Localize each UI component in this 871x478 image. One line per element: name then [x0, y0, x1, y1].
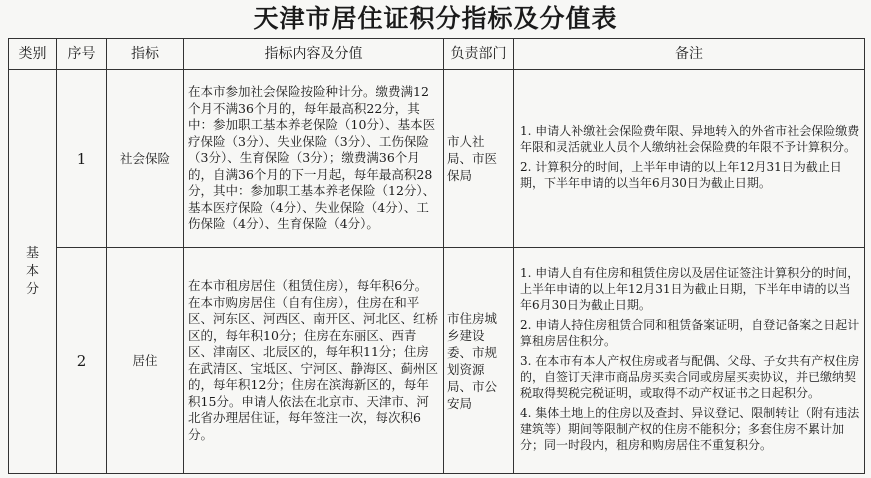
category-cell — [9, 70, 57, 474]
row-department: 市住房城乡建设委、市规划资源局、市公安局 — [444, 248, 514, 474]
row-content: 在本市参加社会保险按险种计分。缴费满12个月不满36个月的，每年最高积22分，其中：参加职工基本养老保险（10分）、基本医疗保险（3分）、失业保险（3分）、工伤保险（3分）、生育保险（3分）；缴费满36个月的，自满36个月的下一月起，每年最高积28分，其中：参加职工基本养老保险（12分）、基本医疗保险（4分）、失业保险（4分）、工伤保险（4分）、生育保险（4分）。 — [184, 70, 444, 248]
row-content: 在本市租房居住（租赁住房），每年积6分。在本市购房居住（自有住房），住房在和平区、河东区、河西区、南开区、河北区、红桥区的，每年积10分；住房在东丽区、西青区、津南区、北辰区的，每年积11分；住房在武清区、宝坻区、宁河区、静海区、蓟州区的，每年积12分；住房在滨海新区的，每年积15分。申请人依法在北京市、天津市、河北省办理居住证，每年签注一次，每次积6分。 — [184, 248, 444, 474]
note-item: 1. 申请人自有住房和租赁住房以及居住证签注计算积分的时间，上半年申请的以上年12月31日为截止日期，下半年申请的以当年6月30日为截止日期。 — [520, 265, 860, 312]
note-item: 2. 计算积分的时间，上半年申请的以上年12月31日为截止日期，下半年申请的以当年6月30日为截止日期。 — [520, 159, 842, 190]
header-notes: 备注 — [514, 39, 865, 70]
table-header-row — [9, 39, 865, 70]
document-title: 天津市居住证积分指标及分值表 — [253, 4, 618, 33]
row-indicator: 居住 — [107, 248, 184, 474]
table-row — [9, 248, 865, 474]
note-item: 3. 在本市有本人产权住房或者与配偶、父母、子女共有产权住房的，自签订天津市商品房买卖合同或房屋买卖协议，并已缴纳契税取得契税完税证明，或取得不动产权证书之日起积分。 — [520, 353, 860, 400]
header-content: 指标内容及分值 — [184, 39, 444, 70]
category-char: 本 — [25, 263, 39, 279]
header-number: 序号 — [57, 39, 107, 70]
row-number: 1 — [57, 70, 107, 248]
table-row — [9, 70, 865, 248]
note-item: 1. 申请人补缴社会保险费年限、异地转入的外省市社会保险缴费年限和灵活就业人员个人缴纳社会保险费的年限不予计算积分。 — [520, 123, 860, 154]
note-item: 4. 集体土地上的住房以及查封、异议登记、限制转让（附有违法建筑等）期间等限制产权的住房不能积分；多套住房不累计加分；同一时段内，租房和购房居住不重复积分。 — [520, 405, 860, 452]
note-item: 2. 申请人持住房租赁合同和租赁备案证明，自登记备案之日起计算租房居住积分。 — [520, 317, 860, 348]
category-char: 分 — [25, 281, 39, 297]
header-category: 类别 — [9, 39, 57, 70]
points-table — [8, 38, 865, 474]
header-indicator: 指标 — [107, 39, 184, 70]
row-notes — [514, 248, 865, 474]
row-number: 2 — [57, 248, 107, 474]
row-department: 市人社局、市医保局 — [444, 70, 514, 248]
category-char: 基 — [25, 245, 39, 261]
header-department: 负责部门 — [444, 39, 514, 70]
row-indicator: 社会保险 — [107, 70, 184, 248]
row-notes — [514, 70, 865, 248]
